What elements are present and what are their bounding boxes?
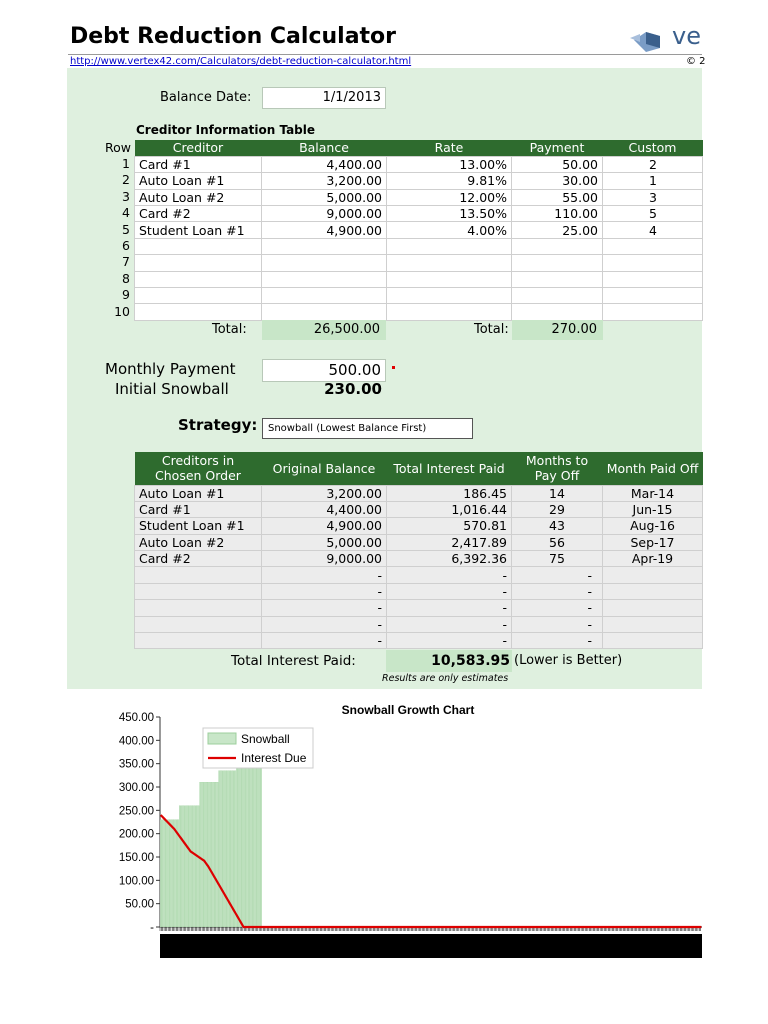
snowball-bar: [186, 806, 187, 927]
snowball-bar: [209, 782, 210, 927]
cell-interest: 570.81: [387, 518, 512, 534]
snowball-bar: [246, 745, 247, 927]
snowball-bar: [182, 806, 183, 927]
col-custom: Custom: [603, 140, 703, 156]
cell-interest: 186.45: [387, 485, 512, 501]
y-tick-label: -: [150, 922, 154, 934]
cell-payment[interactable]: 50.00: [512, 156, 603, 172]
table-row: [135, 501, 703, 517]
snowball-bar: [202, 782, 203, 927]
col-payment: Payment: [512, 140, 603, 156]
snowball-bar: [223, 771, 224, 927]
cell-months: 43: [512, 518, 603, 534]
cell-creditor: Auto Loan #2: [135, 534, 262, 550]
cell-interest: 2,417.89: [387, 534, 512, 550]
cell-months: 29: [512, 501, 603, 517]
cell-payment[interactable]: 25.00: [512, 222, 603, 238]
cell-custom[interactable]: 3: [603, 189, 703, 205]
snowball-bar: [253, 745, 254, 927]
y-tick-label: 400.00: [118, 735, 154, 748]
cell-custom[interactable]: 1: [603, 173, 703, 189]
row-number: 2: [122, 172, 130, 188]
snowball-bar: [168, 820, 169, 927]
payment-total: 270.00: [512, 320, 603, 340]
table-row: [135, 567, 703, 583]
cell-balance: -: [262, 583, 387, 599]
vertex42-logo-text: ve: [672, 22, 701, 50]
snowball-bar: [197, 806, 198, 927]
payment-total-label: Total:: [474, 322, 509, 337]
cell-creditor[interactable]: Card #1: [135, 156, 262, 172]
cell-custom[interactable]: 2: [603, 156, 703, 172]
snowball-bar: [164, 820, 165, 927]
snowball-bar: [185, 806, 186, 927]
snowball-bar: [254, 745, 255, 927]
snowball-bar: [174, 820, 175, 927]
cell-custom[interactable]: [603, 271, 703, 287]
cell-interest: -: [387, 600, 512, 616]
snowball-bar: [221, 771, 222, 927]
snowball-bar: [227, 771, 228, 927]
snowball-bar: [201, 782, 202, 927]
cell-balance: 3,200.00: [262, 485, 387, 501]
table-row: [135, 156, 703, 172]
cell-rate[interactable]: 9.81%: [387, 173, 512, 189]
cell-custom[interactable]: [603, 304, 703, 320]
monthly-payment-input[interactable]: 500.00: [262, 359, 386, 382]
cell-balance: 9,000.00: [262, 551, 387, 567]
cell-months: 14: [512, 485, 603, 501]
cell-creditor[interactable]: Card #2: [135, 206, 262, 222]
row-number: 9: [122, 287, 130, 303]
copyright: © 2: [686, 56, 706, 67]
row-number: 1: [122, 156, 130, 171]
cell-custom[interactable]: [603, 288, 703, 304]
cell-paid_off: Aug-16: [603, 518, 703, 534]
row-number: 10: [114, 303, 130, 319]
cell-balance: -: [262, 616, 387, 632]
col-month-paid-off: Month Paid Off: [603, 452, 703, 485]
snowball-bar: [213, 782, 214, 927]
snowball-bar: [220, 771, 221, 927]
cell-months: -: [512, 633, 603, 649]
estimate-note: Results are only estimates: [382, 673, 509, 684]
snowball-bar: [181, 806, 182, 927]
snowball-bar: [243, 745, 244, 927]
cell-custom[interactable]: [603, 255, 703, 271]
snowball-bar: [204, 782, 205, 927]
snowball-bar: [210, 782, 211, 927]
source-link[interactable]: http://www.vertex42.com/Calculators/debt-reduction-calculator.html: [70, 56, 412, 67]
cell-balance[interactable]: 5,000.00: [262, 189, 387, 205]
cell-balance: -: [262, 633, 387, 649]
snowball-bar: [162, 820, 163, 927]
y-tick-label: 300.00: [118, 782, 154, 794]
snowball-bar: [193, 806, 194, 927]
cell-paid_off: Mar-14: [603, 485, 703, 501]
snowball-bar: [160, 820, 161, 927]
cell-paid_off: [603, 633, 703, 649]
cell-creditor[interactable]: [135, 238, 262, 254]
cell-creditor[interactable]: Auto Loan #2: [135, 189, 262, 205]
cell-payment[interactable]: [512, 238, 603, 254]
snowball-bar: [179, 806, 180, 927]
col-balance: Balance: [262, 140, 387, 156]
monthly-payment-label: Monthly Payment: [105, 360, 236, 378]
row-number: 7: [122, 254, 130, 270]
snowball-bar: [205, 782, 206, 927]
table-row: [135, 271, 703, 287]
cell-payment[interactable]: [512, 288, 603, 304]
col-months-to-pay: Months to Pay Off: [512, 452, 603, 485]
snowball-bar: [235, 771, 236, 927]
row-number: 6: [122, 238, 130, 254]
cell-rate[interactable]: [387, 271, 512, 287]
cell-months: -: [512, 616, 603, 632]
cell-paid_off: [603, 583, 703, 599]
cell-months: 56: [512, 534, 603, 550]
row-header: Row: [105, 140, 131, 155]
cell-creditor: Card #2: [135, 551, 262, 567]
snowball-bar: [170, 820, 171, 927]
table-row: [135, 633, 703, 649]
header-divider: [68, 54, 702, 55]
x-tick-labels-compressed: [160, 934, 282, 958]
table-row: [135, 600, 703, 616]
cell-creditor: [135, 616, 262, 632]
cell-paid_off: Jun-15: [603, 501, 703, 517]
snowball-bar: [175, 820, 176, 927]
cell-rate[interactable]: 13.00%: [387, 156, 512, 172]
col-creditors-order: Creditors in Chosen Order: [135, 452, 262, 485]
snowball-bar: [238, 745, 239, 927]
snowball-bar: [172, 820, 173, 927]
cell-interest: -: [387, 567, 512, 583]
cell-balance[interactable]: [262, 288, 387, 304]
cell-rate[interactable]: [387, 238, 512, 254]
table-row: [135, 288, 703, 304]
cell-balance[interactable]: 3,200.00: [262, 173, 387, 189]
cell-balance[interactable]: 9,000.00: [262, 206, 387, 222]
cell-creditor: [135, 633, 262, 649]
y-tick-label: 150.00: [118, 852, 154, 864]
table-row: [135, 583, 703, 599]
cell-creditor[interactable]: [135, 288, 262, 304]
snowball-bar: [167, 820, 168, 927]
strategy-label: Strategy:: [178, 416, 258, 434]
snowball-bar: [194, 806, 195, 927]
cell-months: -: [512, 567, 603, 583]
row-number: 5: [122, 221, 130, 237]
cell-creditor: [135, 600, 262, 616]
table-row: [135, 189, 703, 205]
input-marker: [392, 366, 395, 369]
cell-months: 75: [512, 551, 603, 567]
cell-rate[interactable]: [387, 288, 512, 304]
snowball-bar: [200, 782, 201, 927]
cell-balance[interactable]: [262, 255, 387, 271]
cell-paid_off: Apr-19: [603, 551, 703, 567]
row-number: 4: [122, 205, 130, 221]
table-row: [135, 255, 703, 271]
strategy-select[interactable]: Snowball (Lowest Balance First): [262, 418, 473, 439]
cell-balance: 4,400.00: [262, 501, 387, 517]
table-row: [135, 173, 703, 189]
snowball-bar: [190, 806, 191, 927]
cell-rate[interactable]: [387, 304, 512, 320]
snowball-bar: [250, 745, 251, 927]
cell-payment[interactable]: 55.00: [512, 189, 603, 205]
cell-payment[interactable]: [512, 304, 603, 320]
table-row: [135, 518, 703, 534]
cell-balance: -: [262, 567, 387, 583]
snowball-bar: [225, 771, 226, 927]
cell-payment[interactable]: [512, 255, 603, 271]
snowball-bar: [195, 806, 196, 927]
cell-balance: -: [262, 600, 387, 616]
snowball-bar: [189, 806, 190, 927]
cell-creditor[interactable]: [135, 304, 262, 320]
cell-payment[interactable]: 30.00: [512, 173, 603, 189]
table-row: [135, 206, 703, 222]
cell-balance[interactable]: [262, 238, 387, 254]
snowball-bar: [248, 745, 249, 927]
y-tick-label: 250.00: [118, 805, 154, 818]
payoff-order-table: [134, 452, 703, 649]
cell-balance[interactable]: 4,400.00: [262, 156, 387, 172]
snowball-bar: [239, 745, 240, 927]
snowball-bar: [251, 745, 252, 927]
cell-creditor: [135, 567, 262, 583]
legend-swatch-snowball: [208, 733, 236, 744]
cell-creditor: Student Loan #1: [135, 518, 262, 534]
col-creditor: Creditor: [135, 140, 262, 156]
row-numbers: [108, 156, 130, 320]
col-original-balance: Original Balance: [262, 452, 387, 485]
col-rate: Rate: [387, 140, 512, 156]
cell-paid_off: Sep-17: [603, 534, 703, 550]
cell-rate[interactable]: 13.50%: [387, 206, 512, 222]
snowball-bar: [236, 745, 237, 927]
cell-balance[interactable]: [262, 304, 387, 320]
cell-creditor: Auto Loan #1: [135, 485, 262, 501]
cell-creditor[interactable]: Student Loan #1: [135, 222, 262, 238]
creditor-table-title: Creditor Information Table: [136, 123, 316, 137]
page-title: Debt Reduction Calculator: [70, 24, 397, 49]
balance-total: 26,500.00: [262, 320, 386, 340]
cell-interest: -: [387, 583, 512, 599]
table-row: [135, 222, 703, 238]
total-interest-value: 10,583.95: [386, 650, 512, 672]
snowball-bar: [183, 806, 184, 927]
snowball-bar: [219, 771, 220, 927]
snowball-bar: [255, 745, 256, 927]
cell-rate[interactable]: [387, 255, 512, 271]
balance-date-input[interactable]: 1/1/2013: [262, 87, 386, 109]
snowball-bar: [261, 745, 262, 927]
snowball-bar: [244, 745, 245, 927]
table-row: [135, 616, 703, 632]
initial-snowball-label: Initial Snowball: [115, 380, 229, 398]
cell-interest: 1,016.44: [387, 501, 512, 517]
creditor-table: [134, 140, 703, 321]
y-tick-label: 200.00: [118, 828, 154, 841]
chart-title: Snowball Growth Chart: [341, 703, 475, 717]
balance-date-label: Balance Date:: [160, 90, 252, 105]
row-number: 3: [122, 188, 130, 204]
table-row: [135, 534, 703, 550]
total-interest-note: (Lower is Better): [514, 653, 623, 668]
cell-creditor: [135, 583, 262, 599]
cell-creditor: Card #1: [135, 501, 262, 517]
total-interest-label: Total Interest Paid:: [231, 653, 356, 669]
x-tick-labels-compressed: [282, 934, 702, 958]
y-tick-label: 50.00: [125, 898, 154, 911]
snowball-bar: [259, 745, 260, 927]
cell-interest: -: [387, 616, 512, 632]
balance-total-label: Total:: [212, 322, 247, 337]
cell-interest: -: [387, 633, 512, 649]
cell-rate[interactable]: 12.00%: [387, 189, 512, 205]
y-tick-label: 450.00: [118, 712, 154, 724]
snowball-bar: [242, 745, 243, 927]
snowball-growth-chart: [108, 696, 702, 972]
snowball-bar: [206, 782, 207, 927]
y-tick-label: 100.00: [118, 875, 154, 888]
snowball-bar: [232, 771, 233, 927]
snowball-bar: [217, 782, 218, 927]
cell-custom[interactable]: [603, 238, 703, 254]
cell-paid_off: [603, 616, 703, 632]
cell-payment[interactable]: 110.00: [512, 206, 603, 222]
snowball-bar: [216, 782, 217, 927]
table-row: [135, 485, 703, 501]
snowball-bar: [187, 806, 188, 927]
snowball-bar: [214, 782, 215, 927]
snowball-bar: [234, 771, 235, 927]
cell-months: -: [512, 600, 603, 616]
snowball-bar: [191, 806, 192, 927]
snowball-bar: [258, 745, 259, 927]
cell-balance: 5,000.00: [262, 534, 387, 550]
cell-balance[interactable]: 4,900.00: [262, 222, 387, 238]
snowball-bar: [166, 820, 167, 927]
cell-interest: 6,392.36: [387, 551, 512, 567]
snowball-bar: [240, 745, 241, 927]
table-row: [135, 551, 703, 567]
snowball-bar: [212, 782, 213, 927]
snowball-bar: [257, 745, 258, 927]
snowball-bar: [171, 820, 172, 927]
legend-label-interest: Interest Due: [241, 751, 307, 765]
initial-snowball-value: 230.00: [324, 380, 382, 398]
cell-rate[interactable]: 4.00%: [387, 222, 512, 238]
table-row: [135, 238, 703, 254]
cell-custom[interactable]: 4: [603, 222, 703, 238]
snowball-bar: [163, 820, 164, 927]
cell-paid_off: [603, 567, 703, 583]
snowball-bar: [224, 771, 225, 927]
col-total-interest: Total Interest Paid: [387, 452, 512, 485]
snowball-bar: [176, 820, 177, 927]
snowball-bar: [208, 782, 209, 927]
cell-months: -: [512, 583, 603, 599]
row-number: 8: [122, 270, 130, 286]
cell-creditor[interactable]: [135, 255, 262, 271]
legend-label-snowball: Snowball: [241, 732, 290, 746]
cell-paid_off: [603, 600, 703, 616]
snowball-bar: [198, 806, 199, 927]
snowball-bar: [247, 745, 248, 927]
cell-balance[interactable]: [262, 271, 387, 287]
cell-balance: 4,900.00: [262, 518, 387, 534]
table-row: [135, 304, 703, 320]
cell-payment[interactable]: [512, 271, 603, 287]
cell-creditor[interactable]: Auto Loan #1: [135, 173, 262, 189]
cell-custom[interactable]: 5: [603, 206, 703, 222]
cell-creditor[interactable]: [135, 271, 262, 287]
y-tick-label: 350.00: [118, 758, 154, 771]
